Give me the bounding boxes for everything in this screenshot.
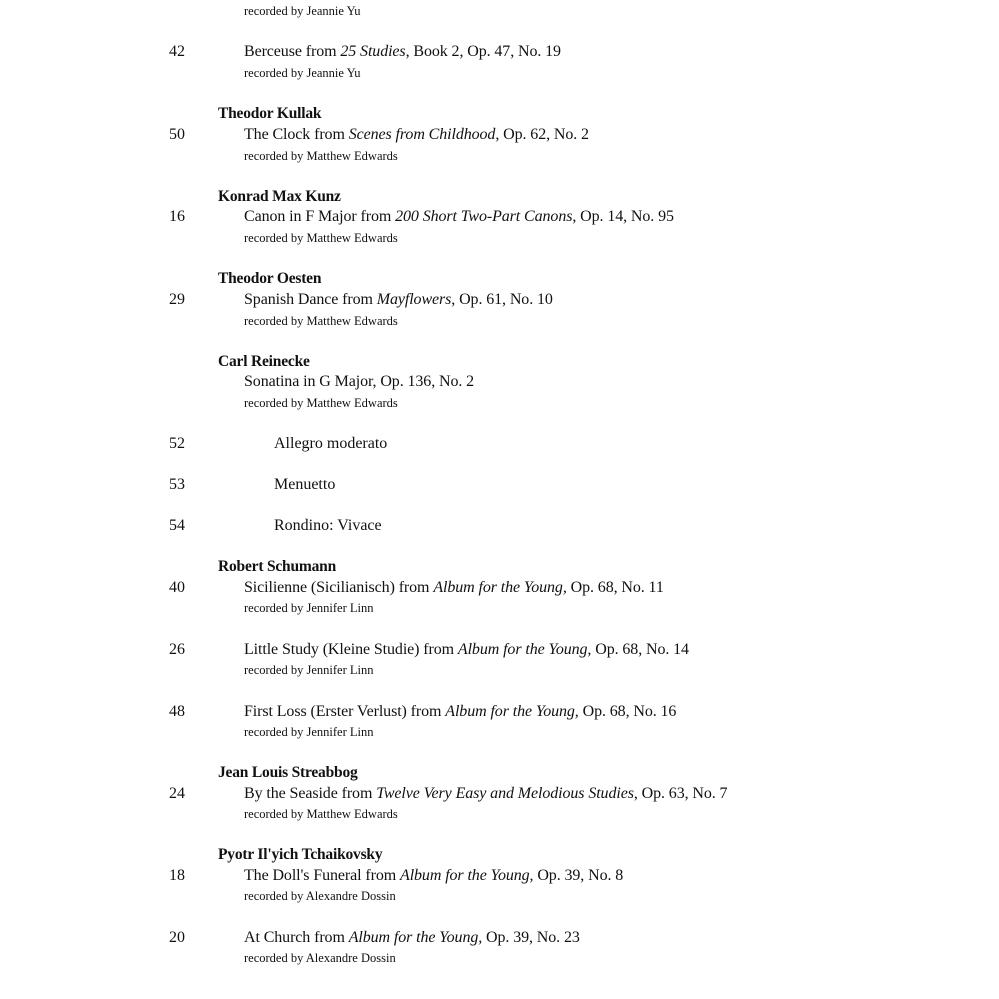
composer-name: Carl Reinecke bbox=[218, 353, 310, 370]
movement-title: Menuetto bbox=[274, 476, 336, 493]
piece-title: The Clock from Scenes from Childhood, Op. 62, No. 2 bbox=[244, 126, 589, 143]
page-number: 48 bbox=[169, 703, 185, 720]
recording-credit: recorded by Alexandre Dossin bbox=[244, 951, 396, 965]
recording-credit: recorded by Matthew Edwards bbox=[244, 314, 398, 328]
page-number: 16 bbox=[169, 208, 185, 225]
page-number: 50 bbox=[169, 126, 185, 143]
composer-name: Theodor Kullak bbox=[218, 105, 322, 122]
recording-credit: recorded by Jeannie Yu bbox=[244, 4, 361, 18]
page-number: 20 bbox=[169, 929, 185, 946]
piece-title: At Church from Album for the Young, Op. 39, No. 23 bbox=[244, 929, 580, 946]
movement-title: Allegro moderato bbox=[274, 435, 388, 452]
page-number: 29 bbox=[169, 291, 185, 308]
piece-title: Spanish Dance from Mayflowers, Op. 61, No. 10 bbox=[244, 291, 553, 308]
composer-name: Pyotr Il'yich Tchaikovsky bbox=[218, 846, 383, 863]
recording-credit: recorded by Matthew Edwards bbox=[244, 149, 398, 163]
recording-credit: recorded by Alexandre Dossin bbox=[244, 889, 396, 903]
composer-name: Theodor Oesten bbox=[218, 270, 322, 287]
recording-credit: recorded by Matthew Edwards bbox=[244, 807, 398, 821]
page-number: 18 bbox=[169, 867, 185, 884]
recording-credit: recorded by Jeannie Yu bbox=[244, 66, 361, 80]
recording-credit: recorded by Jennifer Linn bbox=[244, 601, 374, 615]
piece-title: By the Seaside from Twelve Very Easy and Melodious Studies, Op. 63, No. 7 bbox=[244, 785, 728, 802]
recording-credit: recorded by Matthew Edwards bbox=[244, 231, 398, 245]
piece-title: Berceuse from 25 Studies, Book 2, Op. 47, No. 19 bbox=[244, 43, 561, 60]
recording-credit: recorded by Matthew Edwards bbox=[244, 396, 398, 410]
page-number: 53 bbox=[169, 476, 185, 493]
composer-name: Konrad Max Kunz bbox=[218, 188, 341, 205]
piece-title: Sicilienne (Sicilianisch) from Album for the Young, Op. 68, No. 11 bbox=[244, 579, 664, 596]
piece-title: Sonatina in G Major, Op. 136, No. 2 bbox=[244, 373, 475, 390]
piece-title: The Doll's Funeral from Album for the Young, Op. 39, No. 8 bbox=[244, 867, 624, 884]
page-number: 24 bbox=[169, 785, 185, 802]
page-number: 52 bbox=[169, 435, 185, 452]
piece-title: First Loss (Erster Verlust) from Album for the Young, Op. 68, No. 16 bbox=[244, 703, 677, 720]
composer-name: Robert Schumann bbox=[218, 558, 337, 575]
page-number: 42 bbox=[169, 43, 185, 60]
composer-name: Jean Louis Streabbog bbox=[218, 764, 358, 781]
page-number: 40 bbox=[169, 579, 185, 596]
recording-credit: recorded by Jennifer Linn bbox=[244, 663, 374, 677]
piece-title: Canon in F Major from 200 Short Two-Part Canons, Op. 14, No. 95 bbox=[244, 208, 674, 225]
recording-credit: recorded by Jennifer Linn bbox=[244, 725, 374, 739]
page-number: 26 bbox=[169, 641, 185, 658]
page-number: 54 bbox=[169, 517, 185, 534]
piece-title: Little Study (Kleine Studie) from Album for the Young, Op. 68, No. 14 bbox=[244, 641, 689, 658]
movement-title: Rondino: Vivace bbox=[274, 517, 382, 534]
